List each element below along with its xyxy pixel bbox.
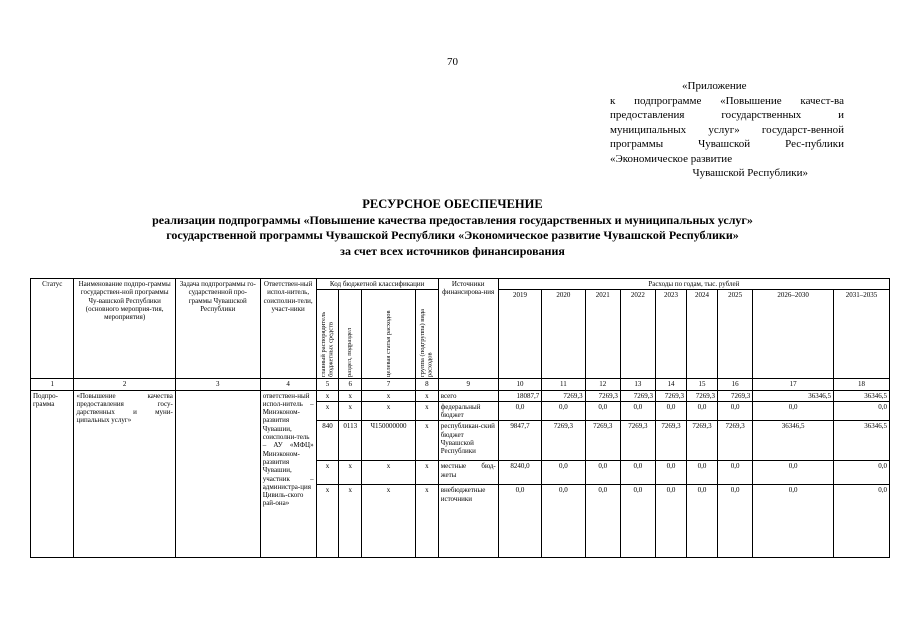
column-number: 5 [316, 379, 339, 390]
header-code-section [339, 290, 362, 379]
resource-table [30, 278, 890, 558]
section-cell: x [339, 390, 362, 401]
header-code-grbs [316, 290, 339, 379]
value-cell: 7269,3 [687, 390, 718, 401]
value-cell: 0,0 [620, 461, 655, 485]
value-cell: 0,0 [542, 461, 585, 485]
header-year: 2022 [620, 290, 655, 379]
document-title [0, 197, 905, 259]
column-number: 18 [833, 379, 889, 390]
appendix-note [610, 79, 844, 181]
header-code-group [415, 290, 438, 379]
value-cell: 0,0 [620, 401, 655, 421]
value-cell: 0,0 [687, 401, 718, 421]
table-row [31, 390, 890, 401]
appendix-line1: «Приложение [682, 80, 747, 92]
group-cell: x [415, 461, 438, 485]
source-cell: внебюджетные источники [438, 485, 498, 558]
group-cell: x [415, 390, 438, 401]
section-cell: x [339, 461, 362, 485]
grbs-cell: x [316, 461, 339, 485]
value-cell: 0,0 [753, 485, 834, 558]
value-cell: 18087,7 [498, 390, 541, 401]
header-year: 2019 [498, 290, 541, 379]
value-cell: 0,0 [655, 461, 686, 485]
value-cell: 0,0 [585, 461, 620, 485]
column-number: 15 [687, 379, 718, 390]
header-budget-code: Код бюджетной классификации [316, 279, 438, 290]
header-source: Источники финансирова-ния [438, 279, 498, 379]
value-cell: 36346,5 [833, 421, 889, 461]
grbs-cell: x [316, 485, 339, 558]
value-cell: 0,0 [718, 461, 753, 485]
source-cell: всего [438, 390, 498, 401]
value-cell: 7269,3 [718, 390, 753, 401]
responsible-cell: ответствен-ный испол-нитель – Минэконом-развития Чувашии, соисполни-тель – АУ «МФЦ» Минэконом-развития Чувашии, участник – администра-ция Цивиль-ского рай-она» [260, 390, 316, 558]
value-cell: 0,0 [585, 485, 620, 558]
value-cell: 7269,3 [542, 390, 585, 401]
value-cell: 0,0 [753, 461, 834, 485]
group-cell: x [415, 485, 438, 558]
value-cell: 0,0 [833, 461, 889, 485]
value-cell: 0,0 [753, 401, 834, 421]
value-cell: 0,0 [833, 485, 889, 558]
column-number: 13 [620, 379, 655, 390]
value-cell: 7269,3 [718, 421, 753, 461]
value-cell: 9847,7 [498, 421, 541, 461]
header-year: 2031–2035 [833, 290, 889, 379]
column-number-row [31, 379, 890, 390]
appendix-last: Чувашской Республики» [692, 167, 808, 179]
grbs-cell: x [316, 390, 339, 401]
value-cell: 36346,5 [833, 390, 889, 401]
column-number: 11 [542, 379, 585, 390]
value-cell: 8240,0 [498, 461, 541, 485]
value-cell: 0,0 [687, 461, 718, 485]
target-cell: x [362, 485, 416, 558]
value-cell: 0,0 [498, 401, 541, 421]
column-number: 3 [175, 379, 260, 390]
value-cell: 7269,3 [620, 421, 655, 461]
value-cell: 0,0 [718, 485, 753, 558]
header-code-target-text: целевая статья расходов [384, 310, 392, 378]
section-cell: 0113 [339, 421, 362, 461]
appendix-body: к подпрограмме «Повышение качест-ва предоставления государственных и муниципальных услуг» государст-венной программы Чувашской Рес-публики «Экономическое развитие [610, 94, 844, 165]
column-number: 2 [74, 379, 175, 390]
section-cell: x [339, 485, 362, 558]
value-cell: 0,0 [833, 401, 889, 421]
grbs-cell: x [316, 401, 339, 421]
value-cell: 0,0 [498, 485, 541, 558]
column-number: 10 [498, 379, 541, 390]
group-cell: x [415, 421, 438, 461]
value-cell: 0,0 [687, 485, 718, 558]
value-cell: 36346,5 [753, 421, 834, 461]
value-cell: 0,0 [655, 401, 686, 421]
column-number: 1 [31, 379, 74, 390]
value-cell: 7269,3 [542, 421, 585, 461]
grbs-cell: 840 [316, 421, 339, 461]
header-code-section-text: раздел, подраздел [346, 328, 354, 378]
page-number: 70 [447, 56, 458, 68]
value-cell: 7269,3 [585, 421, 620, 461]
target-cell: x [362, 401, 416, 421]
column-number: 17 [753, 379, 834, 390]
title-line3: государственной программы Чувашской Республики «Экономическое развитие Чувашской Республики» [166, 228, 739, 242]
column-number: 9 [438, 379, 498, 390]
header-year: 2026–2030 [753, 290, 834, 379]
column-number: 14 [655, 379, 686, 390]
section-cell: x [339, 401, 362, 421]
header-name: Наименование подпро-граммы государствен-ной программы Чу-вашской Республики (основного мероприя-тия, мероприятия) [74, 279, 175, 379]
header-year: 2024 [687, 290, 718, 379]
value-cell: 0,0 [655, 485, 686, 558]
column-number: 7 [362, 379, 416, 390]
header-responsible: Ответствен-ный испол-нитель, соисполни-тели, участ-ники [260, 279, 316, 379]
value-cell: 7269,3 [655, 390, 686, 401]
header-year: 2025 [718, 290, 753, 379]
value-cell: 0,0 [542, 485, 585, 558]
value-cell: 7269,3 [655, 421, 686, 461]
header-year: 2021 [585, 290, 620, 379]
title-line4: за счет всех источников финансирования [340, 243, 565, 258]
subprogram-name-cell: «Повышение качества предоставления госу-дарственных и муни-ципальных услуг» [74, 390, 175, 558]
task-cell [175, 390, 260, 558]
title-main: РЕСУРСНОЕ ОБЕСПЕЧЕНИЕ [362, 197, 543, 211]
column-number: 8 [415, 379, 438, 390]
value-cell: 36346,5 [753, 390, 834, 401]
group-cell: x [415, 401, 438, 421]
status-cell: Подпро-грамма [31, 390, 74, 558]
target-cell: Ч150000000 [362, 421, 416, 461]
header-code-target [362, 290, 416, 379]
header-row-1 [31, 279, 890, 290]
header-status: Статус [31, 279, 74, 379]
value-cell: 0,0 [620, 485, 655, 558]
header-expenses: Расходы по годам, тыс. рублей [498, 279, 889, 290]
value-cell: 0,0 [542, 401, 585, 421]
header-year: 2023 [655, 290, 686, 379]
value-cell: 7269,3 [687, 421, 718, 461]
source-cell: федеральный бюджет [438, 401, 498, 421]
value-cell: 0,0 [718, 401, 753, 421]
header-task: Задача подпрограммы го-сударственной про-граммы Чувашской Республики [175, 279, 260, 379]
header-code-grbs-text: главный распорядитель бюджетных средств [319, 312, 335, 378]
source-cell: местные бюд-жеты [438, 461, 498, 485]
column-number: 12 [585, 379, 620, 390]
column-number: 6 [339, 379, 362, 390]
column-number: 4 [260, 379, 316, 390]
value-cell: 0,0 [585, 401, 620, 421]
target-cell: x [362, 390, 416, 401]
column-number: 16 [718, 379, 753, 390]
value-cell: 7269,3 [620, 390, 655, 401]
header-year: 2020 [542, 290, 585, 379]
source-cell: республикан-ский бюджет Чувашской Республики [438, 421, 498, 461]
value-cell: 7269,3 [585, 390, 620, 401]
header-code-group-text: группа (подгруппа) вида расходов [419, 309, 434, 378]
title-line2: реализации подпрограммы «Повышение качества предоставления государственных и муниципальных услуг» [152, 212, 753, 227]
target-cell: x [362, 461, 416, 485]
